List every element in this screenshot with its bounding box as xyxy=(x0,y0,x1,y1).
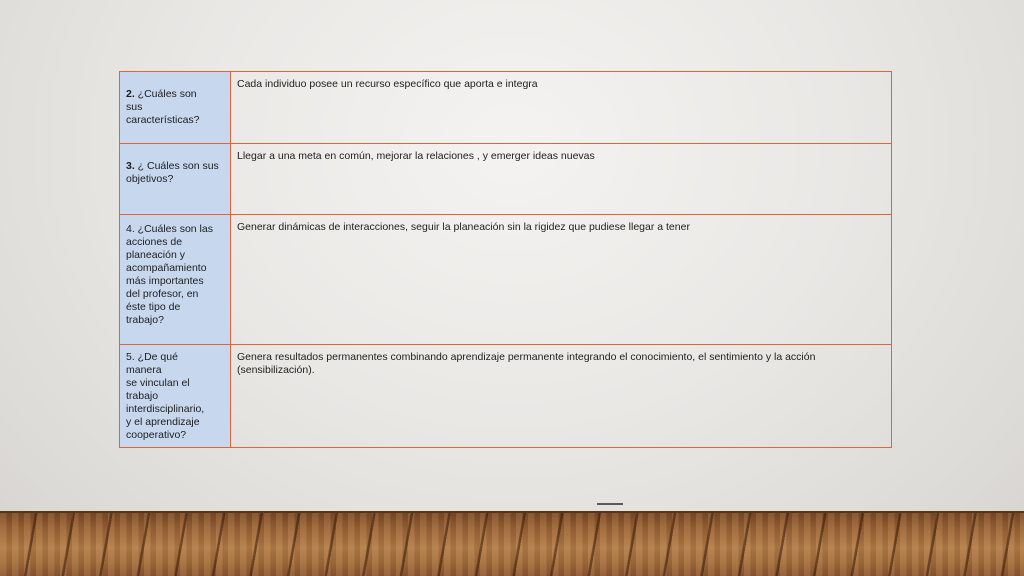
answer-text: Llegar a una meta en común, mejorar la relaciones , y emerger ideas nuevas xyxy=(237,150,595,162)
table-row xyxy=(120,72,892,144)
question-cell xyxy=(120,345,231,448)
table-row xyxy=(120,144,892,215)
answer-cell xyxy=(231,345,892,448)
answer-text: Genera resultados permanentes combinando aprendizaje permanente integrando el conocimiento, el sentimiento y la acción (sensibilización). xyxy=(237,351,816,376)
question-number: 3. xyxy=(126,160,135,172)
question-text: 4. ¿Cuáles son las acciones de planeación y acompañamiento más importantes del profesor, en éste tipo de trabajo? xyxy=(126,223,213,326)
question-cell xyxy=(120,144,231,215)
answer-cell xyxy=(231,72,892,144)
answer-text: Cada individuo posee un recurso específico que aporta e integra xyxy=(237,78,538,90)
question-text: ¿ Cuáles son sus objetivos? xyxy=(126,160,219,185)
answer-cell xyxy=(231,215,892,345)
answer-cell xyxy=(231,144,892,215)
question-text: 5. ¿De qué manera se vinculan el trabajo interdisciplinario, y el aprendizaje cooperativo? xyxy=(126,351,205,441)
question-number: 2. xyxy=(126,88,135,100)
question-cell xyxy=(120,215,231,345)
question-text: ¿Cuáles son sus características? xyxy=(126,88,200,126)
wood-floor xyxy=(0,513,1024,576)
answer-text: Generar dinámicas de interacciones, seguir la planeación sin la rigidez que pudiese llegar a tener xyxy=(237,221,690,233)
page-number-mark xyxy=(597,503,623,505)
table-row xyxy=(120,215,892,345)
questions-table xyxy=(119,71,892,448)
question-cell xyxy=(120,72,231,144)
table-row xyxy=(120,345,892,448)
